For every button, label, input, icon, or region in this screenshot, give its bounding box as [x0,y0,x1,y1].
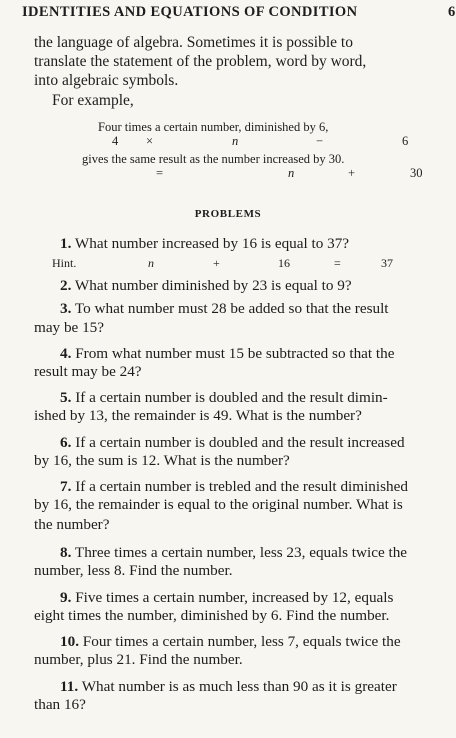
problem-text: If a certain number is doubled and the result dimin- [75,389,388,406]
problem-text: From what number must 15 be subtracted so that the [75,345,395,362]
problem-9-line-2: eight times the number, diminished by 6. Find the number. [34,607,390,624]
problem-7 [60,476,408,497]
example-sym-5: 6 [402,134,409,148]
example-sym-1: 4 [112,134,119,148]
example-sym-7: n [288,166,295,180]
problem-text: To what number must 28 be added so that the result [74,300,389,317]
example-phrase-1: Four times a certain number, diminished by 6, [98,120,329,134]
problem-number: 7. [60,478,72,495]
problem-text: If a certain number is trebled and the result diminished [75,478,408,495]
running-header [22,4,456,21]
problem-11-line-2: than 16? [34,696,86,713]
hint-sym-2: + [213,256,220,270]
problem-5-line-2: ished by 13, the remainder is 49. What is the number? [34,407,362,424]
hint-sym-4: = [334,256,341,270]
problem-11 [60,676,397,697]
problem-number: 1. [60,235,72,252]
problem-number: 11. [60,678,79,695]
problems-heading: PROBLEMS [194,208,262,220]
problem-4 [60,343,395,364]
example-sym-6: = [156,166,164,180]
problem-text: What number increased by 16 is equal to 37? [74,235,350,252]
problem-2 [60,275,352,296]
hint-label: Hint. [52,256,77,270]
intro-line-2: translate the statement of the problem, word by word, [34,53,367,70]
problem-8-line-2: number, less 8. Find the number. [34,562,233,579]
problem-number: 4. [60,345,72,362]
example-phrase-2: gives the same result as the number increased by 30. [82,152,345,166]
problem-6 [60,432,405,453]
problem-1 [60,233,349,254]
example-sym-3: n [232,134,239,148]
problem-number: 9. [60,589,72,606]
page-number: 6 [448,4,456,20]
problem-number: 5. [60,389,72,406]
problem-number: 8. [60,544,72,561]
problem-number: 3. [60,300,72,317]
problem-number: 10. [60,633,79,650]
example-sym-2: × [146,134,154,148]
problem-text: What number diminished by 23 is equal to 9? [74,277,352,294]
example-sym-4: − [316,134,324,148]
problem-text: Four times a certain number, less 7, equals twice the [82,633,401,650]
problem-3-line-2: may be 15? [34,319,105,336]
header-title: IDENTITIES AND EQUATIONS OF CONDITION [22,4,358,20]
intro-line-4: For example, [52,92,134,109]
problem-9 [60,587,393,608]
hint-sym-5: 37 [381,256,393,270]
problem-text: What number is as much less than 90 as it is greater [81,678,397,695]
problem-text: If a certain number is doubled and the result increased [75,434,405,451]
problem-3 [60,298,389,319]
problem-number: 6. [60,434,72,451]
problem-10-line-2: number, plus 21. Find the number. [34,651,243,668]
problem-number: 2. [60,277,72,294]
problem-8 [60,542,407,563]
example-sym-9: 30 [410,166,423,180]
hint-sym-1: n [148,256,154,270]
intro-line-1: the language of algebra. Sometimes it is possible to [34,34,353,51]
example-sym-8: + [348,166,356,180]
problem-6-line-2: by 16, the sum is 12. What is the number? [34,452,290,469]
problem-10 [60,631,401,652]
problem-text: Five times a certain number, increased by 12, equals [75,589,394,606]
problem-text: Three times a certain number, less 23, equals twice the [74,544,408,561]
problem-5 [60,387,388,408]
problem-7-line-2: by 16, the remainder is equal to the original number. What is [34,496,403,513]
intro-line-3: into algebraic symbols. [34,72,179,89]
problem-7-line-3: the number? [34,516,110,533]
problem-4-line-2: result may be 24? [34,363,142,380]
hint-sym-3: 16 [278,256,290,270]
